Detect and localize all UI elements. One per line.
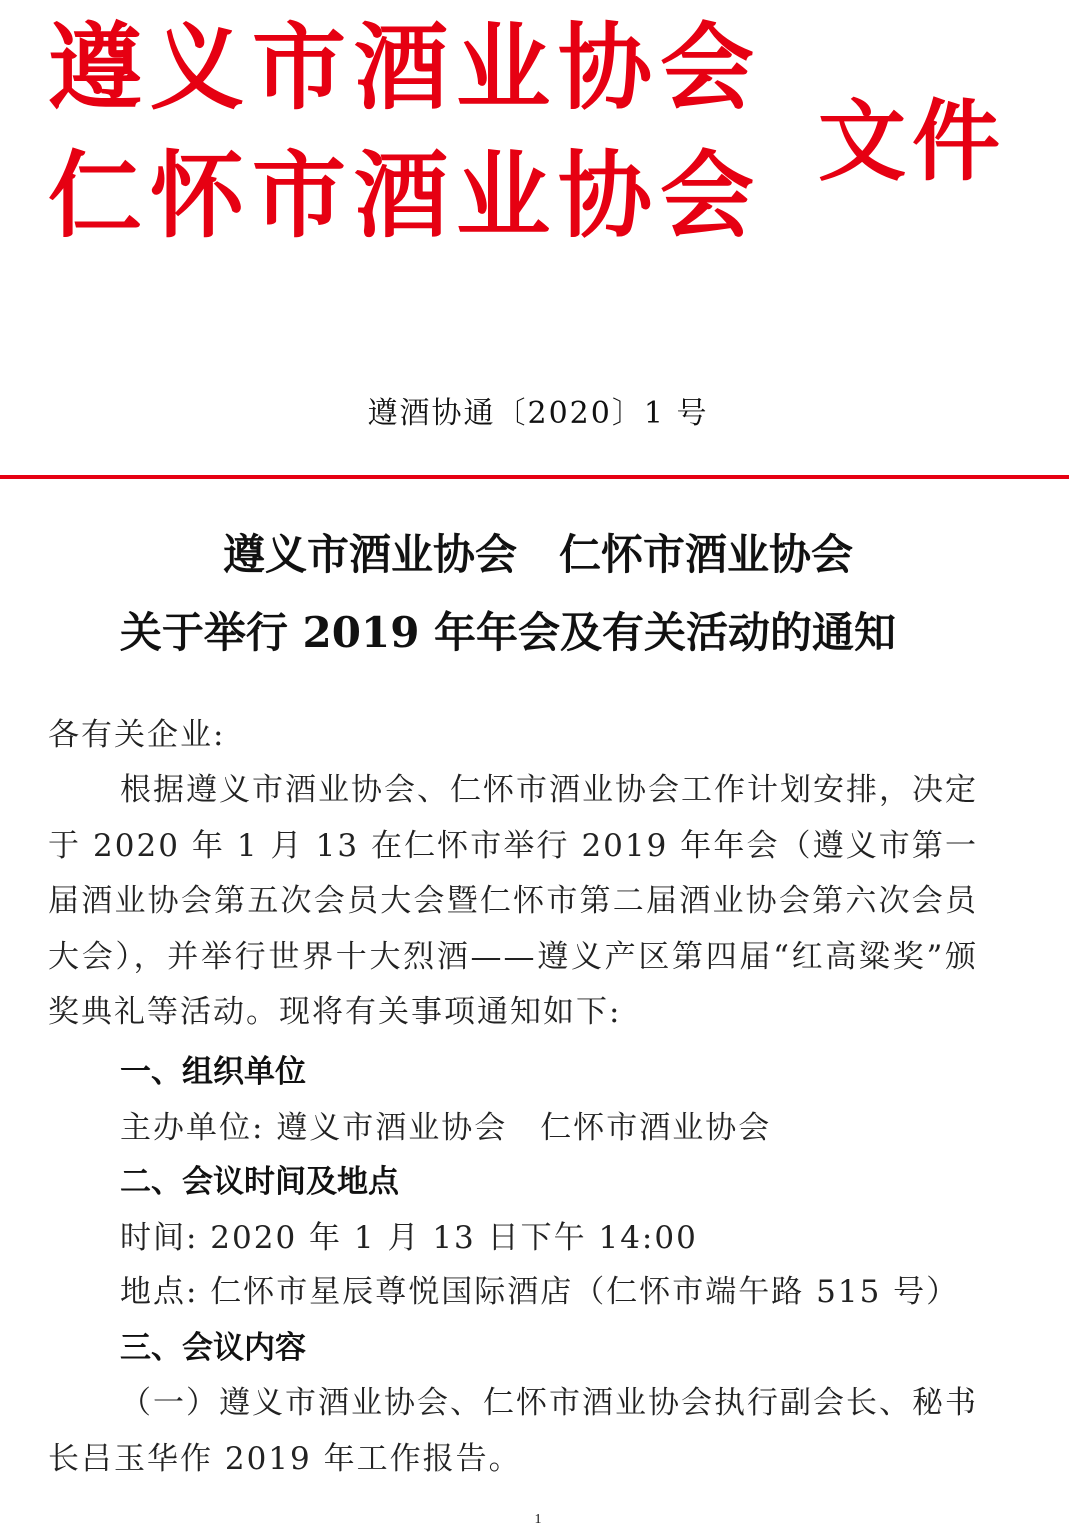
- section3-heading: 三、会议内容: [120, 1330, 306, 1366]
- document-number: 遵酒协通〔2020〕1 号: [367, 396, 709, 431]
- section3-item1: （一）遵义市酒业协会、仁怀市酒业协会执行副会长、秘书长吕玉华作 2019 年工作报告。: [48, 1385, 978, 1477]
- page-number: 1: [534, 1512, 542, 1527]
- section1-heading: 一、组织单位: [120, 1054, 306, 1090]
- section2-time: 时间: 2020 年 1 月 13 日下午 14:00: [120, 1220, 698, 1256]
- red-divider: [0, 475, 1069, 479]
- intro-paragraph: 根据遵义市酒业协会、仁怀市酒业协会工作计划安排，决定于 2020 年 1 月 13 在仁怀市举行 2019 年年会（遵义市第一届酒业协会第五次会员大会暨仁怀市第二届酒业协会第六次会员大会），并举行世界十大烈酒——遵义产区第四届“红高粱奖”颁奖典礼等活动。现将有关事项通知如下:: [48, 772, 978, 1030]
- title-line2: 关于举行 2019 年年会及有关活动的通知: [119, 608, 897, 657]
- greeting: 各有关企业:: [48, 717, 226, 753]
- section1-organizers: 主办单位: 遵义市酒业协会 仁怀市酒业协会: [120, 1110, 772, 1146]
- title-line1: 遵义市酒业协会 仁怀市酒业协会: [222, 530, 853, 579]
- header-org-line2: 仁怀市酒业协会: [48, 141, 763, 251]
- header-org-line1: 遵义市酒业协会: [48, 13, 763, 123]
- section2-heading: 二、会议时间及地点: [120, 1164, 399, 1200]
- section2-place: 地点: 仁怀市星辰尊悦国际酒店（仁怀市端午路 515 号）: [120, 1274, 960, 1310]
- header-suffix: 文件: [818, 89, 1007, 193]
